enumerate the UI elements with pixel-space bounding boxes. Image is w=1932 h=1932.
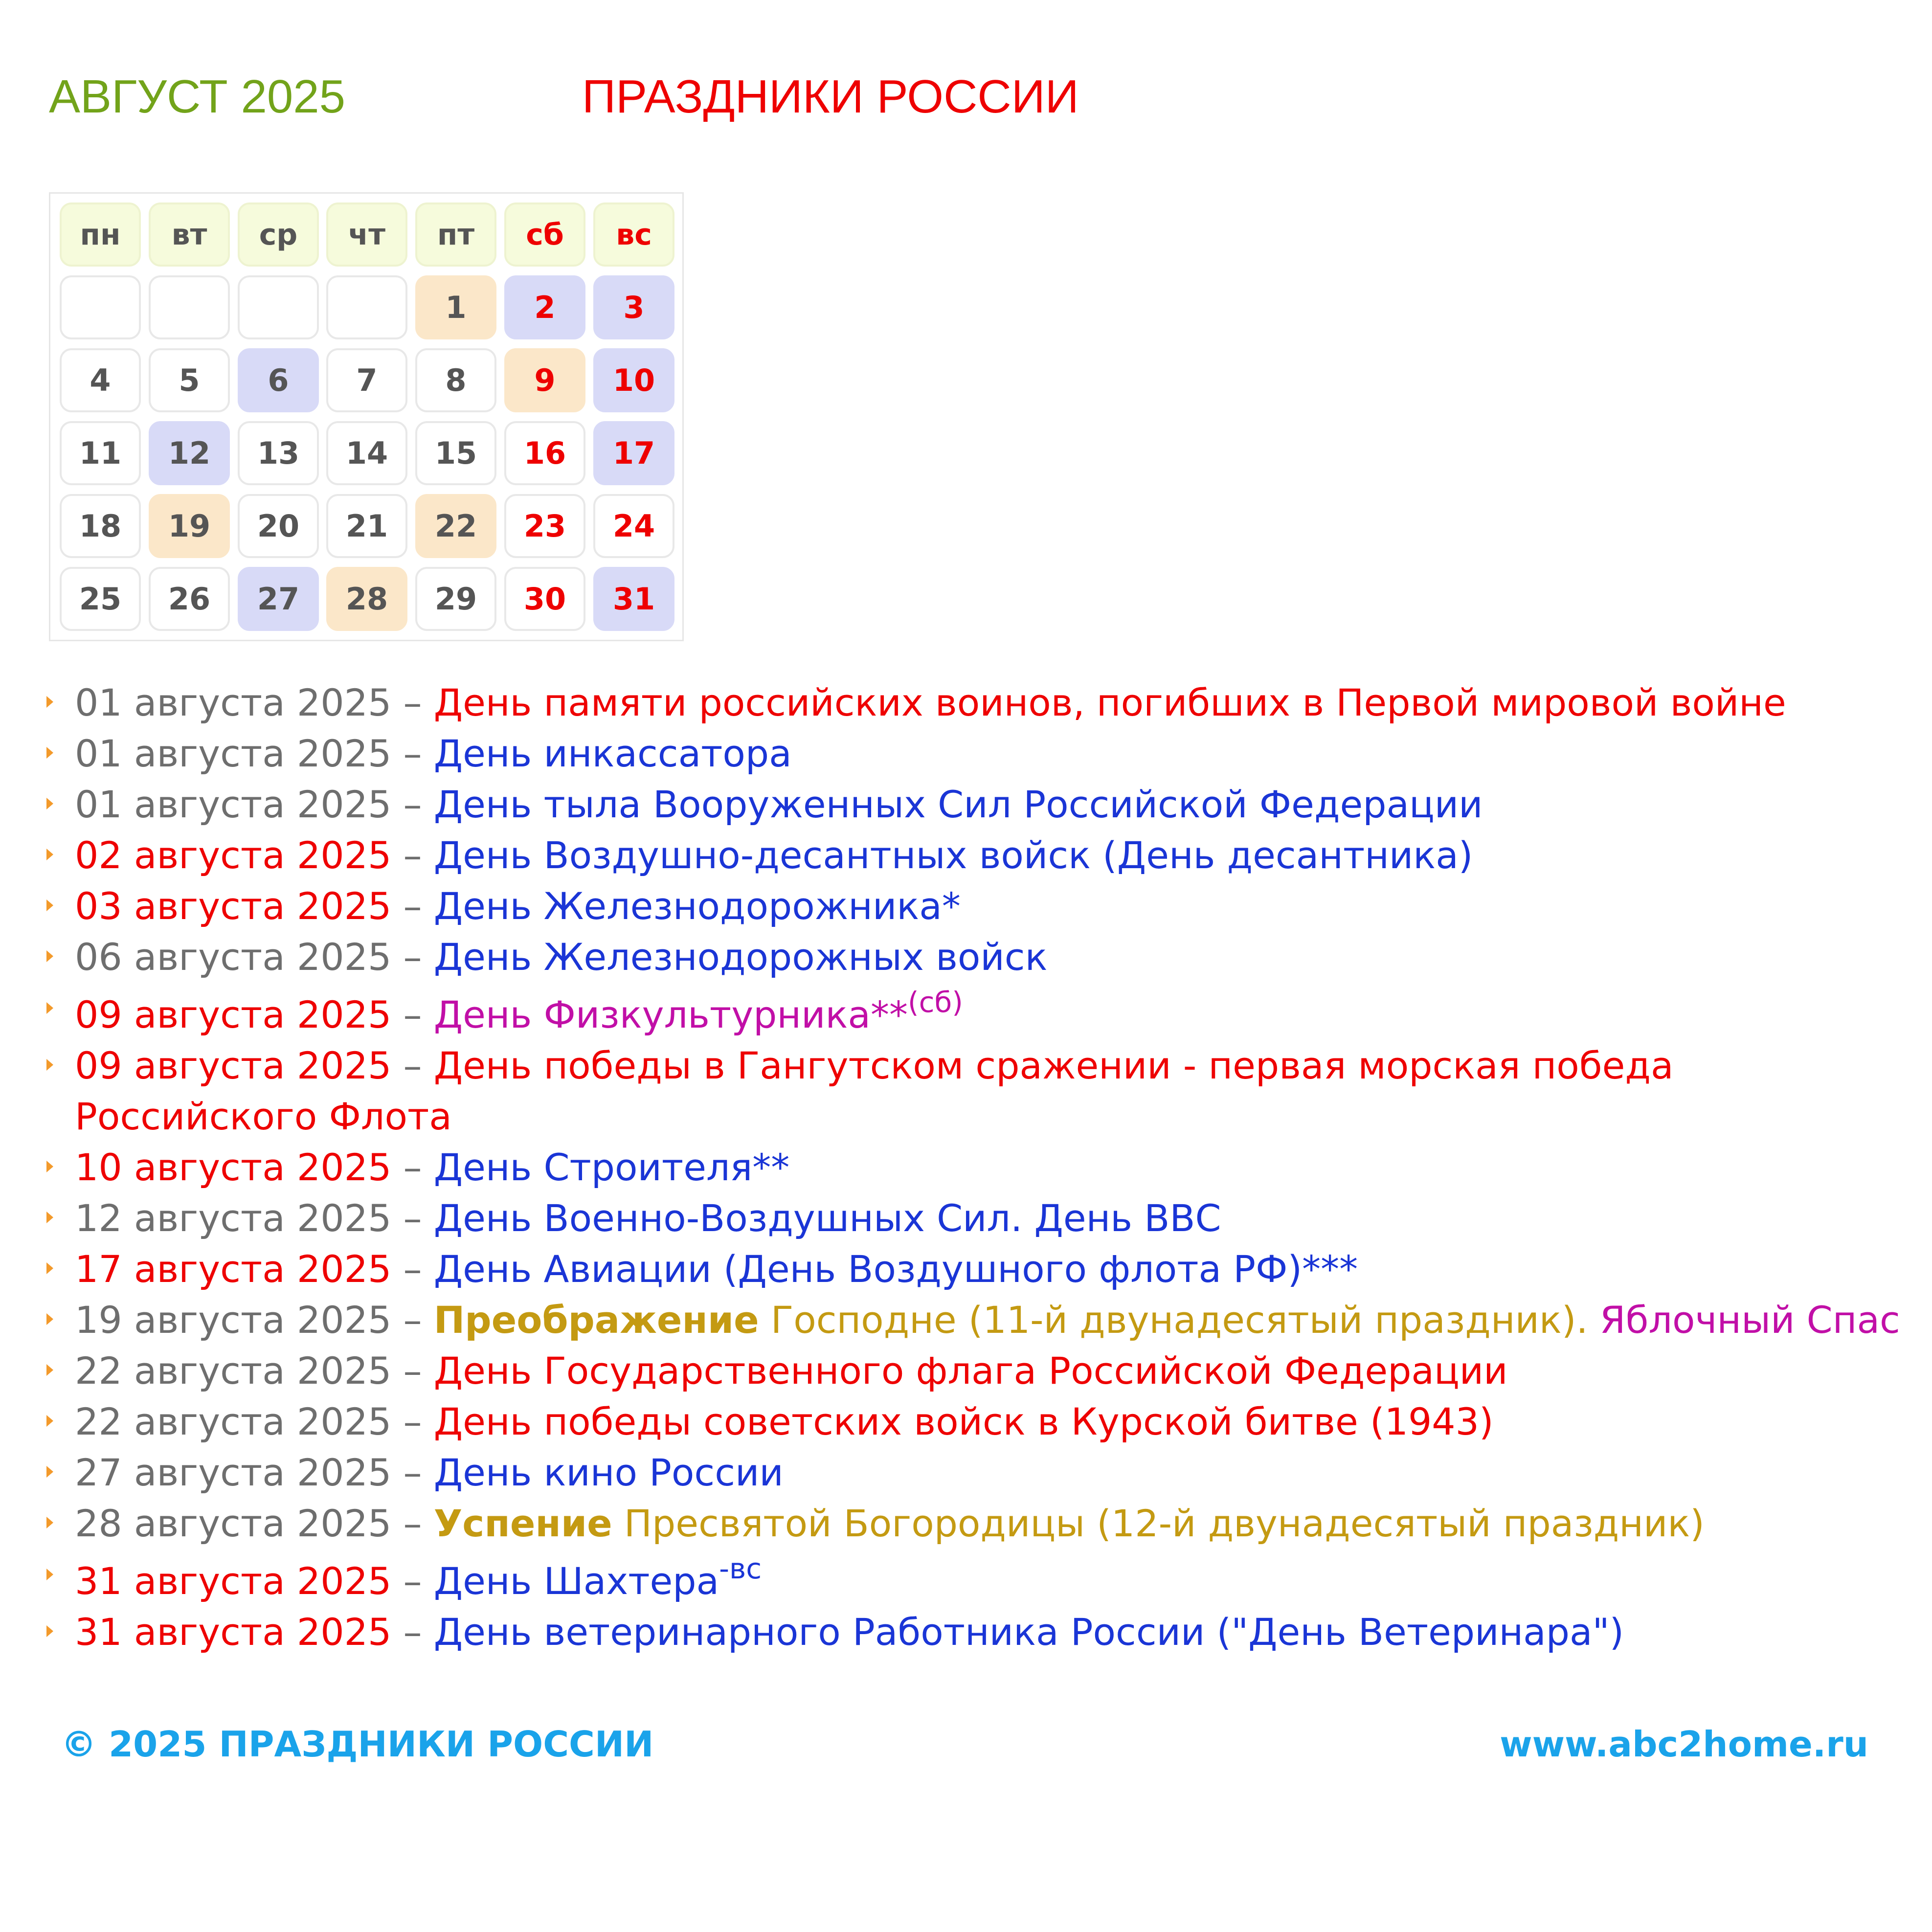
dash: –: [403, 1298, 422, 1342]
holiday-name: День Шахтера: [433, 1559, 719, 1603]
list-item: [46, 677, 1905, 728]
list-item: [46, 932, 1905, 983]
list-item: [46, 1498, 1905, 1549]
dash: –: [403, 993, 422, 1036]
list-item: [46, 1142, 1905, 1193]
holiday-date: 09 августа 2025: [75, 993, 392, 1036]
list-item: [46, 779, 1905, 830]
calendar-grid: [49, 192, 684, 641]
holiday-note: (сб): [907, 985, 963, 1019]
month-title: АВГУСТ 2025: [49, 70, 346, 123]
holiday-date: 22 августа 2025: [75, 1349, 392, 1393]
bullet-icon: [46, 1466, 53, 1478]
bullet-icon: [46, 1313, 53, 1325]
day-cell: 16: [504, 421, 585, 485]
holiday-date: 01 августа 2025: [75, 783, 392, 826]
list-item: [46, 1295, 1905, 1346]
list-item: [46, 881, 1905, 932]
copyright-text: © 2025 ПРАЗДНИКИ РОССИИ: [61, 1724, 654, 1765]
weekday-wed: ср: [238, 202, 319, 267]
holiday-name: День Железнодорожных войск: [433, 935, 1048, 979]
holiday-name: Пресвятой Богородицы (12-й двунадесятый праздник): [612, 1502, 1705, 1545]
holiday-name: День памяти российских воинов, погибших в Первой мировой войне: [433, 681, 1786, 724]
day-cell: 17: [593, 421, 674, 485]
bullet-icon: [46, 1161, 53, 1172]
day-cell: 23: [504, 494, 585, 558]
holiday-date: 28 августа 2025: [75, 1502, 392, 1545]
holiday-name: Преображение: [433, 1298, 759, 1342]
bullet-icon: [46, 696, 53, 708]
day-cell: 6: [238, 348, 319, 412]
holiday-name: День тыла Вооруженных Сил Российской Федерации: [433, 783, 1483, 826]
holiday-list: [46, 677, 1905, 1658]
weekday-thu: чт: [326, 202, 407, 267]
day-cell: 29: [415, 567, 496, 631]
day-cell: 24: [593, 494, 674, 558]
list-item: [46, 1607, 1905, 1658]
weekday-fri: пт: [415, 202, 496, 267]
list-item: [46, 1346, 1905, 1396]
bullet-icon: [46, 849, 53, 860]
dash: –: [403, 1349, 422, 1393]
bullet-icon: [46, 950, 53, 962]
bullet-icon: [46, 1212, 53, 1223]
day-cell: 19: [149, 494, 230, 558]
holiday-date: 12 августа 2025: [75, 1196, 392, 1240]
day-cell: 13: [238, 421, 319, 485]
bullet-icon: [46, 1415, 53, 1427]
dash: –: [403, 833, 422, 877]
holiday-name: День Военно-Воздушных Сил. День ВВС: [433, 1196, 1221, 1240]
day-cell: 14: [326, 421, 407, 485]
day-cell: 27: [238, 567, 319, 631]
list-item: [46, 1040, 1905, 1142]
holiday-name: День Воздушно-десантных войск (День десантника): [433, 833, 1473, 877]
day-cell: 22: [415, 494, 496, 558]
day-cell: 20: [238, 494, 319, 558]
list-item: [46, 1244, 1905, 1295]
holiday-name: День Железнодорожника*: [433, 884, 961, 928]
day-cell: 15: [415, 421, 496, 485]
holiday-name: День Государственного флага Российской Федерации: [433, 1349, 1508, 1393]
list-item: [46, 1193, 1905, 1244]
list-item: [46, 1396, 1905, 1447]
day-cell-empty: [326, 275, 407, 339]
bullet-icon: [46, 1002, 53, 1014]
dash: –: [403, 884, 422, 928]
holiday-date: 09 августа 2025: [75, 1044, 392, 1087]
holiday-date: 22 августа 2025: [75, 1400, 392, 1443]
holiday-date: 19 августа 2025: [75, 1298, 392, 1342]
holiday-name: День Авиации (День Воздушного флота РФ)***: [433, 1247, 1358, 1291]
bullet-icon: [46, 1262, 53, 1274]
day-cell: 28: [326, 567, 407, 631]
weekday-sun: вс: [593, 202, 674, 267]
dash: –: [403, 732, 422, 775]
holiday-name: День Строителя**: [433, 1146, 790, 1189]
bullet-icon: [46, 899, 53, 911]
holiday-name: День ветеринарного Работника России ("День Ветеринара"): [433, 1610, 1624, 1654]
day-cell: 3: [593, 275, 674, 339]
day-cell: 5: [149, 348, 230, 412]
dash: –: [403, 681, 422, 724]
holiday-name: День кино России: [433, 1451, 784, 1494]
holiday-name: День инкассатора: [433, 732, 792, 775]
day-cell: 10: [593, 348, 674, 412]
list-item: [46, 830, 1905, 881]
day-cell: 31: [593, 567, 674, 631]
day-cell-empty: [149, 275, 230, 339]
holiday-date: 01 августа 2025: [75, 732, 392, 775]
page-title: ПРАЗДНИКИ РОССИИ: [582, 70, 1079, 123]
day-cell: 26: [149, 567, 230, 631]
bullet-icon: [46, 1517, 53, 1528]
weekday-sat: сб: [504, 202, 585, 267]
day-cell: 21: [326, 494, 407, 558]
holiday-date: 10 августа 2025: [75, 1146, 392, 1189]
day-cell: 12: [149, 421, 230, 485]
holiday-name: День победы в Гангутском сражении - первая морская победа Российского Флота: [75, 1044, 1674, 1138]
dash: –: [403, 935, 422, 979]
list-item: [46, 1447, 1905, 1498]
day-cell: 18: [60, 494, 141, 558]
holiday-date: 06 августа 2025: [75, 935, 392, 979]
bullet-icon: [46, 1364, 53, 1376]
day-cell: 2: [504, 275, 585, 339]
holiday-name: День победы советских войск в Курской битве (1943): [433, 1400, 1494, 1443]
holiday-date: 31 августа 2025: [75, 1610, 392, 1654]
dash: –: [403, 1247, 422, 1291]
day-cell-empty: [60, 275, 141, 339]
dash: –: [403, 1400, 422, 1443]
bullet-icon: [46, 747, 53, 759]
day-cell-empty: [238, 275, 319, 339]
holiday-date: 01 августа 2025: [75, 681, 392, 724]
dash: –: [403, 1559, 422, 1603]
holiday-date: 31 августа 2025: [75, 1559, 392, 1603]
dash: –: [403, 1610, 422, 1654]
holiday-date: 03 августа 2025: [75, 884, 392, 928]
dash: –: [403, 1044, 422, 1087]
holiday-date: 17 августа 2025: [75, 1247, 392, 1291]
day-cell: 30: [504, 567, 585, 631]
day-cell: 4: [60, 348, 141, 412]
weekday-tue: вт: [149, 202, 230, 267]
day-cell: 7: [326, 348, 407, 412]
dash: –: [403, 1502, 422, 1545]
dash: –: [403, 1451, 422, 1494]
holiday-date: 02 августа 2025: [75, 833, 392, 877]
bullet-icon: [46, 1569, 53, 1580]
dash: –: [403, 1146, 422, 1189]
list-item: [46, 985, 1905, 1040]
dash: –: [403, 783, 422, 826]
day-cell: 11: [60, 421, 141, 485]
holiday-name: Яблочный Спас: [1588, 1298, 1900, 1342]
list-item: [46, 1551, 1905, 1607]
holiday-name: Господне (11-й двунадесятый праздник).: [759, 1298, 1588, 1342]
day-cell: 25: [60, 567, 141, 631]
holiday-name: Успение: [433, 1502, 612, 1545]
holiday-date: 27 августа 2025: [75, 1451, 392, 1494]
bullet-icon: [46, 1059, 53, 1071]
day-cell: 9: [504, 348, 585, 412]
site-link[interactable]: www.abc2home.ru: [1500, 1724, 1868, 1765]
dash: –: [403, 1196, 422, 1240]
day-cell: 1: [415, 275, 496, 339]
holiday-name: День Физкультурника**: [433, 993, 908, 1036]
list-item: [46, 728, 1905, 779]
day-cell: 8: [415, 348, 496, 412]
weekday-mon: пн: [60, 202, 141, 267]
holiday-note: -вс: [719, 1551, 762, 1585]
bullet-icon: [46, 1625, 53, 1637]
bullet-icon: [46, 798, 53, 809]
